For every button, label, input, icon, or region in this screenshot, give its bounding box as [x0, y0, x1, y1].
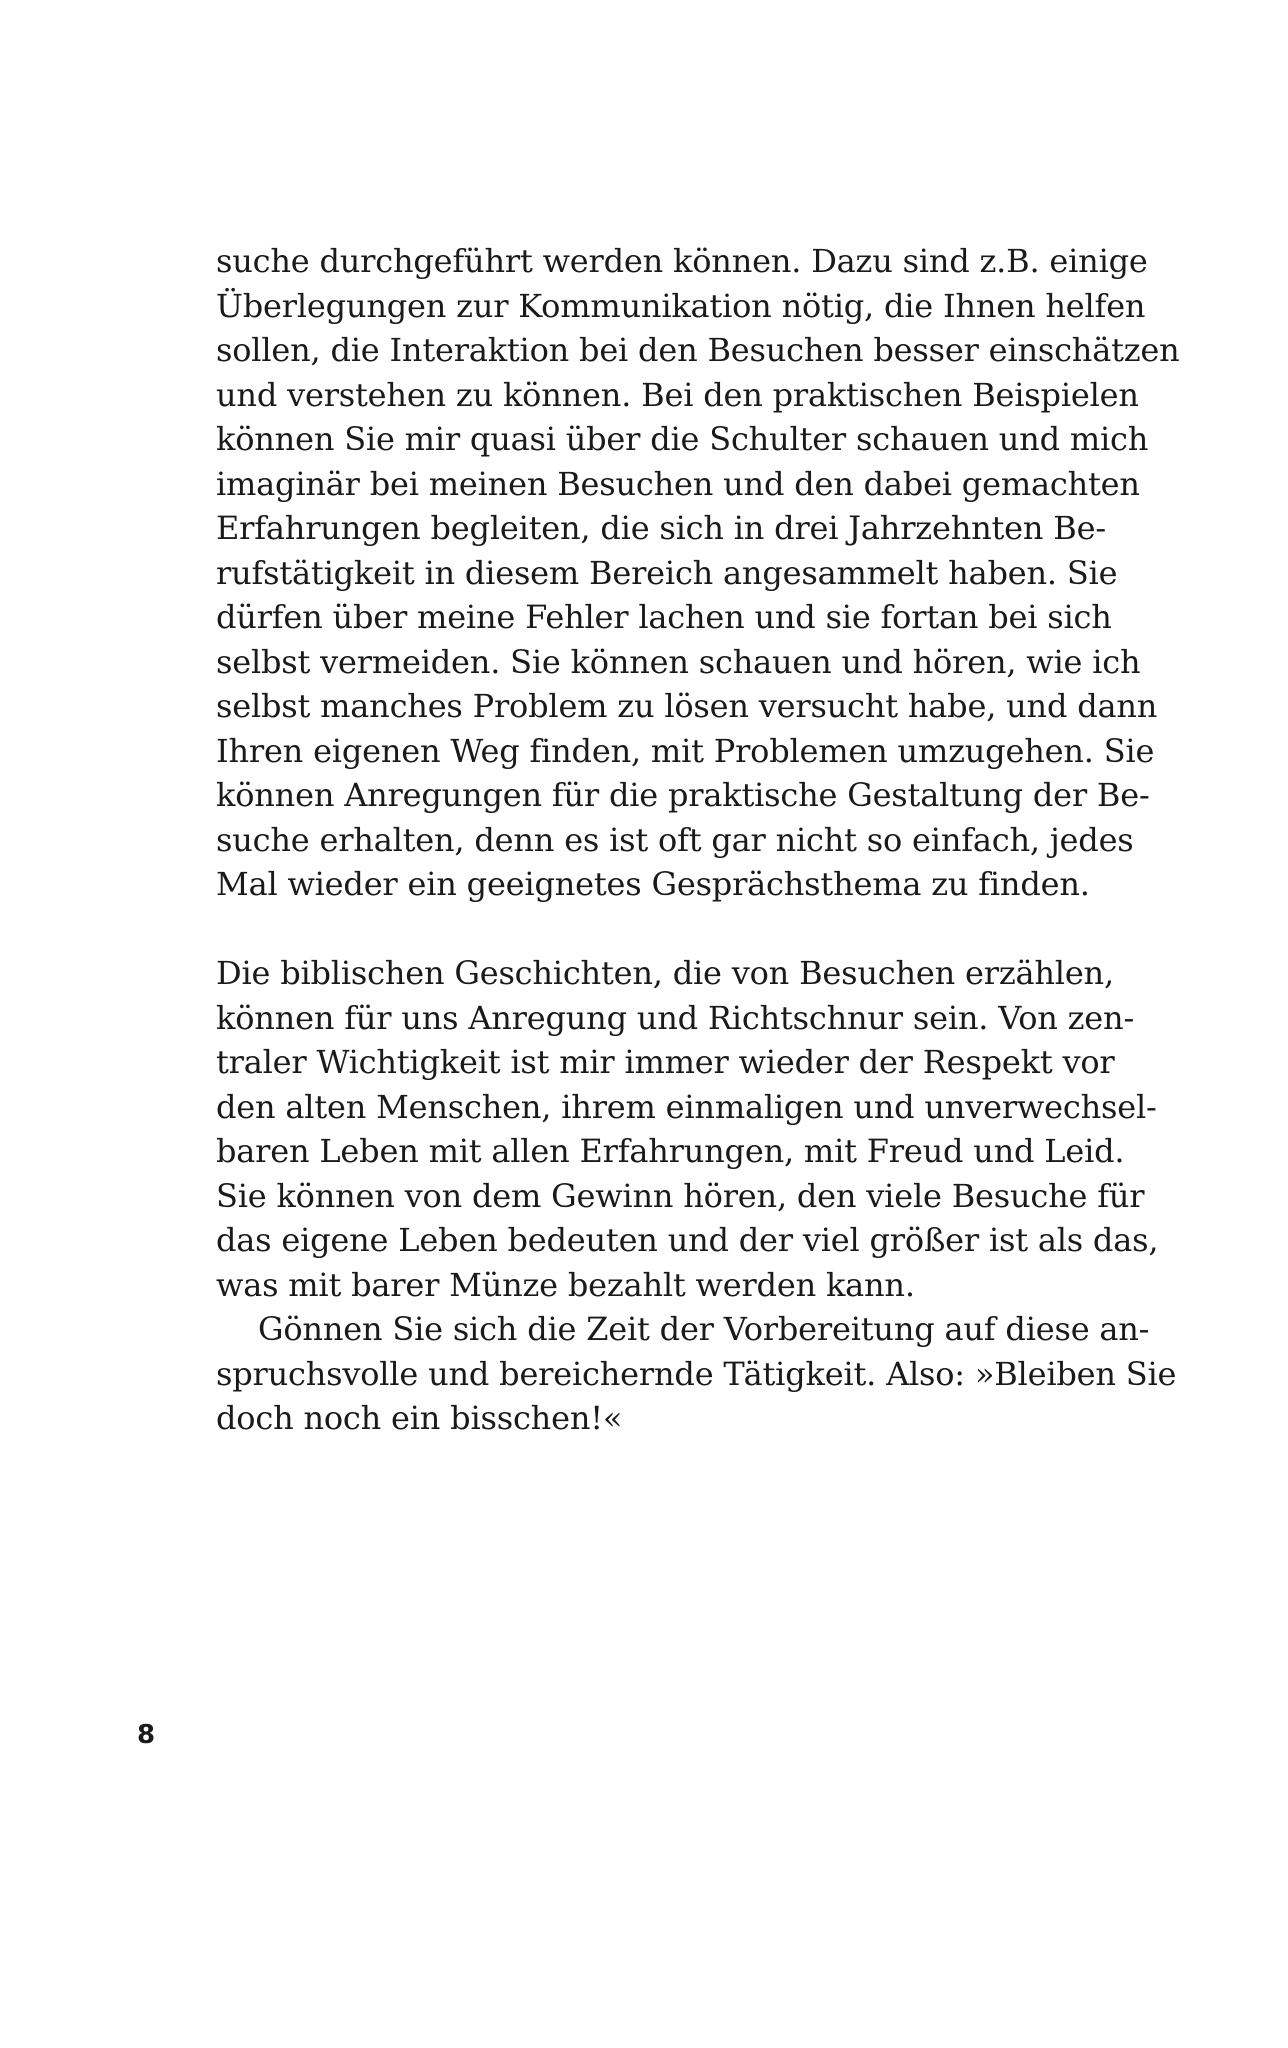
- text-line: suche erhalten, denn es ist oft gar nicht so einfach, jedes: [216, 820, 1134, 859]
- paragraph-2: [216, 951, 1159, 1307]
- page-number: 8: [137, 1720, 156, 1750]
- text-line: Erfahrungen begleiten, die sich in drei Jahrzehnten Be-: [216, 509, 1106, 547]
- text-line: suche durchgeführt werden können. Dazu sind z.B. einige: [216, 242, 1148, 280]
- text-line: können Sie mir quasi über die Schulter schauen und mich: [216, 420, 1149, 458]
- text-line: Sie können von dem Gewinn hören, den viele Besuche für: [216, 1176, 1145, 1215]
- text-line-last: doch noch ein bisschen!«: [216, 1399, 623, 1437]
- text-line: rufstätigkeit in diesem Bereich angesammelt haben. Sie: [216, 553, 1118, 592]
- text-line: selbst manches Problem zu lösen versucht habe, und dann: [216, 687, 1158, 725]
- text-line-last: was mit barer Münze bezahlt werden kann.: [216, 1265, 915, 1304]
- text-line: spruchsvolle und bereichernde Tätigkeit. Also: »Bleiben Sie: [216, 1354, 1177, 1393]
- text-line: dürfen über meine Fehler lachen und sie fortan bei sich: [216, 598, 1112, 636]
- paragraph-3: [216, 1307, 1177, 1441]
- paragraph-1: [216, 239, 1180, 907]
- text-line-last: Mal wieder ein geeignetes Gesprächsthema zu finden.: [216, 865, 1090, 903]
- text-line: baren Leben mit allen Erfahrungen, mit Freud und Leid.: [216, 1132, 1125, 1170]
- text-line: den alten Menschen, ihrem einmaligen und unverwechsel-: [216, 1087, 1157, 1126]
- text-line: Ihren eigenen Weg finden, mit Problemen umzugehen. Sie: [216, 731, 1155, 770]
- text-line: Überlegungen zur Kommunikation nötig, die Ihnen helfen: [216, 286, 1146, 325]
- text-line: imaginär bei meinen Besuchen und den dabei gemachten: [216, 464, 1140, 503]
- text-line: selbst vermeiden. Sie können schauen und hören, wie ich: [216, 642, 1141, 681]
- text-line: sollen, die Interaktion bei den Besuchen besser einschätzen: [216, 331, 1180, 369]
- text-line: Die biblischen Geschichten, die von Besuchen erzählen,: [216, 954, 1114, 992]
- text-line: und verstehen zu können. Bei den praktischen Beispielen: [216, 375, 1139, 414]
- text-line: traler Wichtigkeit ist mir immer wieder der Respekt vor: [216, 1043, 1115, 1081]
- text-line: das eigene Leben bedeuten und der viel größer ist als das,: [216, 1221, 1159, 1259]
- text-line: Gönnen Sie sich die Zeit der Vorbereitung auf diese an-: [258, 1310, 1150, 1348]
- text-line: können Anregungen für die praktische Gestaltung der Be-: [216, 776, 1150, 814]
- text-line: können für uns Anregung und Richtschnur sein. Von zen-: [216, 998, 1135, 1037]
- paragraph-gap: [216, 907, 1096, 952]
- body-text: [216, 239, 1180, 1441]
